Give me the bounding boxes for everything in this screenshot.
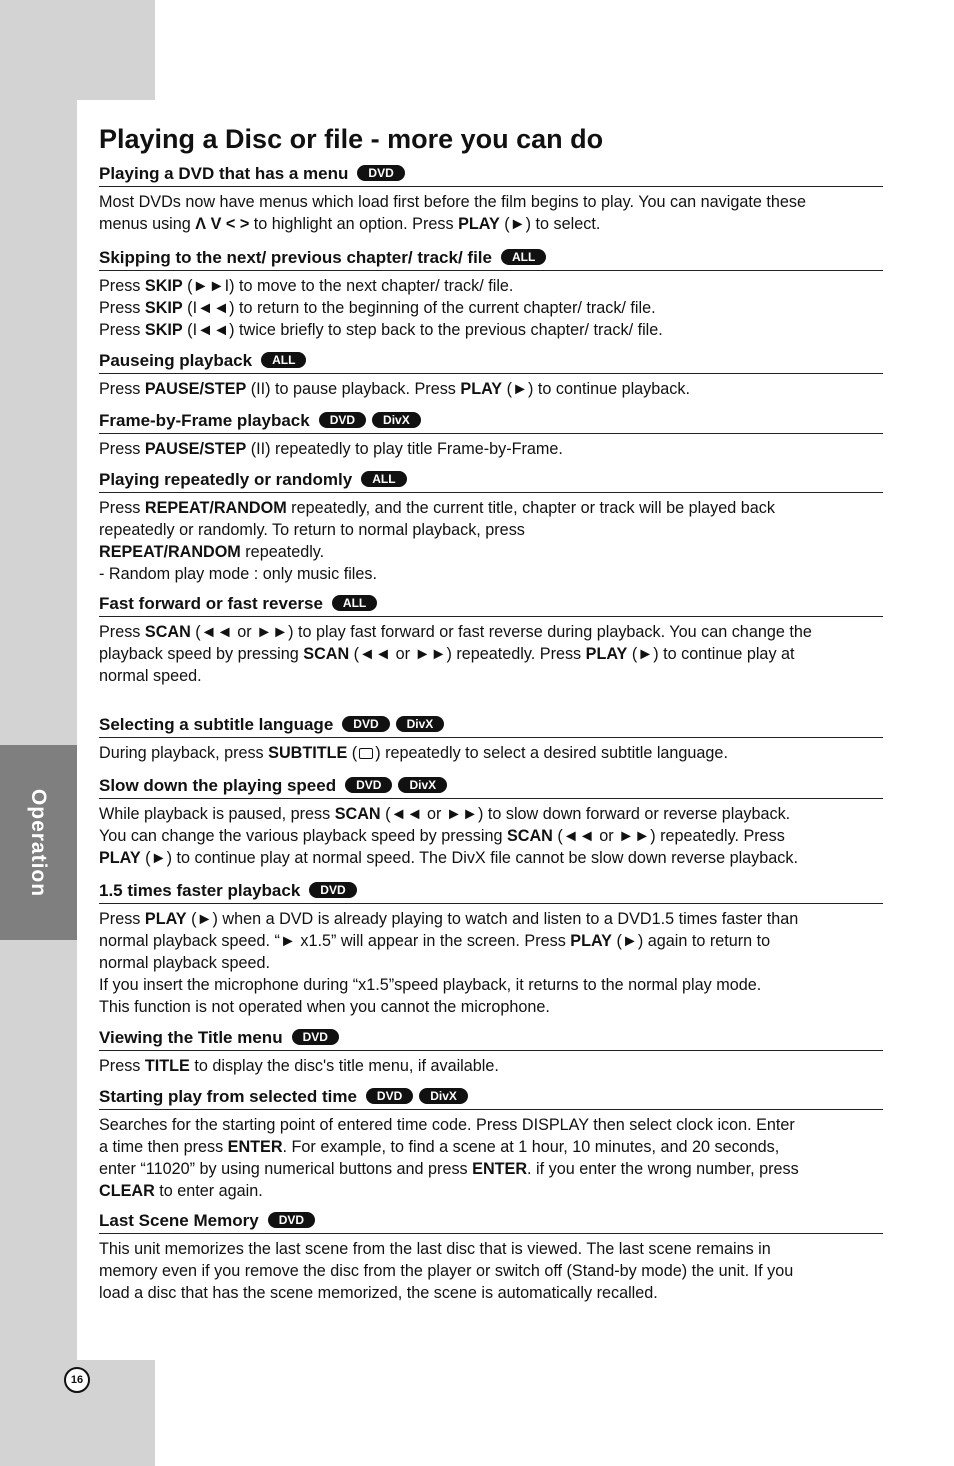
section-heading-text: Viewing the Title menu <box>99 1028 283 1047</box>
key-label: SKIP <box>144 299 183 317</box>
key-label: PLAY <box>570 932 612 950</box>
key-label: PLAY <box>144 910 187 928</box>
section-heading-text: Starting play from selected time <box>99 1087 357 1106</box>
section-heading <box>99 1026 883 1051</box>
page-title: Playing a Disc or file - more you can do <box>99 124 604 154</box>
body-line: Press TITLE to display the disc's title menu, if available. <box>99 1057 499 1075</box>
body-line: Press SKIP (I◄◄) twice briefly to step back to the previous chapter/ track/ file. <box>99 321 663 339</box>
key-label: PLAY <box>99 849 141 867</box>
body-line: While playback is paused, press SCAN (◄◄ or ►►) to slow down forward or reverse playback. <box>99 805 791 823</box>
body-line: Searches for the starting point of entered time code. Press DISPLAY then select clock icon. Enter <box>99 1116 795 1134</box>
section-heading-text: Playing repeatedly or randomly <box>99 470 353 489</box>
section-body <box>99 742 883 764</box>
section-body <box>99 1055 883 1077</box>
section-last-scene <box>99 1209 883 1304</box>
section-title-menu <box>99 1026 883 1077</box>
body-line: PLAY (►) to continue play at normal speed. The DivX file cannot be slow down reverse playback. <box>99 849 798 867</box>
key-label: SKIP <box>144 321 183 339</box>
disc-type-badge-dvd: DVD <box>367 1089 412 1103</box>
left-margin-band <box>0 0 77 1466</box>
body-line: Press PLAY (►) when a DVD is already playing to watch and listen to a DVD1.5 times faster than <box>99 910 799 928</box>
section-body <box>99 275 883 341</box>
section-body <box>99 621 883 687</box>
disc-type-badge-dvd: DVD <box>343 717 388 731</box>
body-line: repeatedly or randomly. To return to normal playback, press <box>99 521 525 539</box>
body-line: Press SCAN (◄◄ or ►►) to play fast forward or fast reverse during playback. You can change the <box>99 623 812 641</box>
section-heading-text: 1.5 times faster playback <box>99 881 301 900</box>
body-line: You can change the various playback speed by pressing SCAN (◄◄ or ►►) repeatedly. Press <box>99 827 785 845</box>
body-line: This function is not operated when you cannot the microphone. <box>99 998 550 1016</box>
section-frame-by-frame <box>99 409 883 460</box>
section-body <box>99 191 883 235</box>
disc-type-badge-all: ALL <box>502 250 545 264</box>
section-heading-text: Last Scene Memory <box>99 1211 259 1230</box>
section-selected-time <box>99 1085 883 1202</box>
page-number: 16 <box>64 1367 90 1393</box>
body-line: CLEAR to enter again. <box>99 1182 263 1200</box>
section-body <box>99 1238 883 1304</box>
key-label: ENTER <box>227 1138 283 1156</box>
body-line: a time then press ENTER. For example, to find a scene at 1 hour, 10 minutes, and 20 seconds, <box>99 1138 780 1156</box>
key-label: PAUSE/STEP <box>144 380 247 398</box>
body-line: This unit memorizes the last scene from the last disc that is viewed. The last scene remains in <box>99 1240 771 1258</box>
section-heading-text: Fast forward or fast reverse <box>99 594 323 613</box>
section-heading-text: Frame-by-Frame playback <box>99 411 310 430</box>
key-label: SUBTITLE <box>268 744 348 762</box>
section-repeat-random <box>99 468 883 585</box>
body-line: playback speed by pressing SCAN (◄◄ or ►►) repeatedly. Press PLAY (►) to continue play at <box>99 645 795 663</box>
section-body <box>99 497 883 585</box>
section-body <box>99 803 883 869</box>
body-line: load a disc that has the scene memorized, the scene is automatically recalled. <box>99 1284 658 1302</box>
body-line: Press PAUSE/STEP (II) repeatedly to play title Frame-by-Frame. <box>99 440 563 458</box>
section-skip <box>99 246 883 341</box>
body-line: Press SKIP (I◄◄) to return to the beginning of the current chapter/ track/ file. <box>99 299 656 317</box>
section-heading <box>99 349 883 374</box>
section-pause <box>99 349 883 400</box>
disc-type-badge-divx: DivX <box>420 1089 467 1103</box>
disc-type-badge-dvd: DVD <box>358 166 403 180</box>
section-heading-text: Pauseing playback <box>99 351 253 370</box>
subtitle-icon <box>359 748 373 759</box>
key-label: PLAY <box>460 380 503 398</box>
disc-type-badge-all: ALL <box>262 353 305 367</box>
section-heading-text: Selecting a subtitle language <box>99 715 334 734</box>
body-line: Press PAUSE/STEP (II) to pause playback. Press PLAY (►) to continue playback. <box>99 380 690 398</box>
top-margin-band <box>0 0 155 100</box>
section-body <box>99 908 883 1018</box>
disc-type-badge-divx: DivX <box>399 778 446 792</box>
section-heading <box>99 592 883 617</box>
section-heading <box>99 246 883 271</box>
key-label: REPEAT/RANDOM <box>144 499 287 517</box>
body-line: If you insert the microphone during “x1.5”speed playback, it returns to the normal play mode. <box>99 976 762 994</box>
body-line: enter “11020” by using numerical buttons and press ENTER. if you enter the wrong number, press <box>99 1160 799 1178</box>
section-heading-text: Slow down the playing speed <box>99 776 337 795</box>
disc-type-badge-dvd: DVD <box>293 1030 338 1044</box>
section-dvd-menu <box>99 162 883 235</box>
body-line: Press REPEAT/RANDOM repeatedly, and the current title, chapter or track will be played back <box>99 499 775 517</box>
body-line: Press SKIP (►►I) to move to the next chapter/ track/ file. <box>99 277 514 295</box>
key-label: SCAN <box>144 623 191 641</box>
section-heading <box>99 409 883 434</box>
body-line: REPEAT/RANDOM repeatedly. <box>99 543 325 561</box>
body-line: During playback, press SUBTITLE ( ) repeatedly to select a desired subtitle language. <box>99 744 728 762</box>
key-label: SCAN <box>506 827 553 845</box>
key-label: PAUSE/STEP <box>144 440 247 458</box>
key-label: SCAN <box>303 645 350 663</box>
key-label: Λ V < > <box>195 215 250 233</box>
body-line: menus using Λ V < > to highlight an option. Press PLAY (►) to select. <box>99 215 601 233</box>
side-tab-operation <box>0 745 77 940</box>
disc-type-badge-divx: DivX <box>373 413 420 427</box>
key-label: PLAY <box>585 645 628 663</box>
disc-type-badge-dvd: DVD <box>346 778 391 792</box>
section-heading <box>99 713 883 738</box>
key-label: REPEAT/RANDOM <box>99 543 241 561</box>
side-tab-label: Operation <box>27 788 51 897</box>
section-heading <box>99 774 883 799</box>
disc-type-badge-all: ALL <box>333 596 376 610</box>
key-label: ENTER <box>472 1160 528 1178</box>
body-line: Most DVDs now have menus which load first before the film begins to play. You can navigate these <box>99 193 806 211</box>
section-body <box>99 378 883 400</box>
section-heading <box>99 879 883 904</box>
section-heading <box>99 162 883 187</box>
disc-type-badge-all: ALL <box>362 472 405 486</box>
section-faster-playback <box>99 879 883 1018</box>
section-slow-down <box>99 774 883 869</box>
section-heading <box>99 468 883 493</box>
disc-type-badge-divx: DivX <box>397 717 444 731</box>
section-heading-text: Skipping to the next/ previous chapter/ track/ file <box>99 248 492 267</box>
disc-type-badge-dvd: DVD <box>310 883 355 897</box>
section-body <box>99 438 883 460</box>
body-line: - Random play mode : only music files. <box>99 565 377 583</box>
section-heading <box>99 1085 883 1110</box>
key-label: SCAN <box>334 805 381 823</box>
disc-type-badge-dvd: DVD <box>269 1213 314 1227</box>
body-line: normal playback speed. “► x1.5” will appear in the screen. Press PLAY (►) again to return to <box>99 932 771 950</box>
key-label: CLEAR <box>99 1182 155 1200</box>
body-line: memory even if you remove the disc from the player or switch off (Stand-by mode) the unit. If you <box>99 1262 794 1280</box>
section-heading <box>99 1209 883 1234</box>
section-subtitle <box>99 713 883 764</box>
key-label: TITLE <box>144 1057 190 1075</box>
section-body <box>99 1114 883 1202</box>
section-fast-forward <box>99 592 883 687</box>
body-line: normal playback speed. <box>99 954 270 972</box>
key-label: PLAY <box>458 215 500 233</box>
body-line: normal speed. <box>99 667 202 685</box>
section-heading-text: Playing a DVD that has a menu <box>99 164 349 183</box>
key-label: SKIP <box>144 277 183 295</box>
disc-type-badge-dvd: DVD <box>320 413 365 427</box>
